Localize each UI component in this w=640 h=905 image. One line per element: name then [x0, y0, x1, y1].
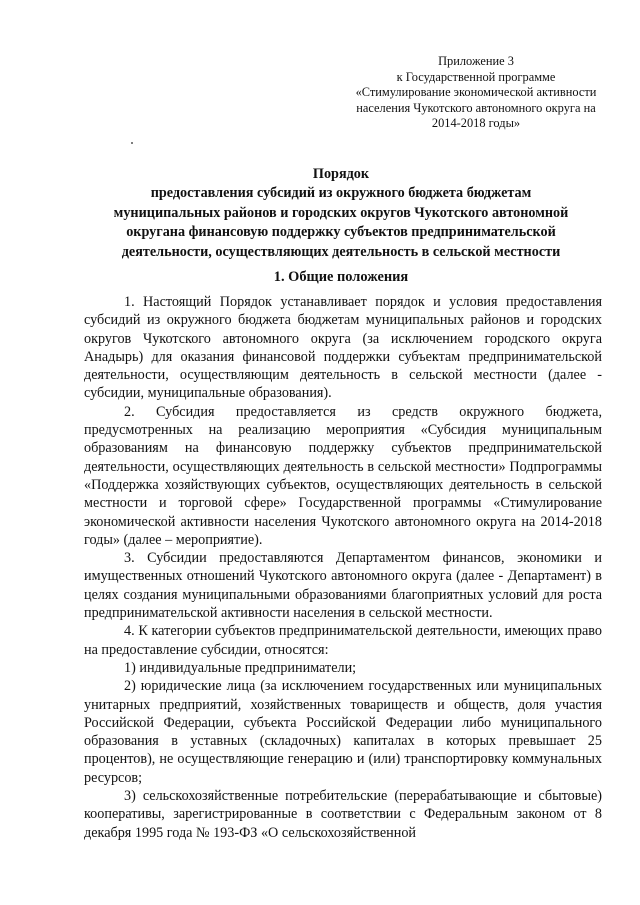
list-item: 3) сельскохозяйственные потребительские (перерабатывающие и сбытовые) кооперативы, зарегистрированные в соответствии с Федеральным законом от 8 декабря 1995 года № 193-ФЗ «О сельскохозяйственной: [84, 788, 602, 841]
appendix-line: «Стимулирование экономической активности: [355, 85, 597, 100]
appendix-line: населения Чукотского автономного округа на: [356, 100, 596, 115]
title-line: Порядок: [312, 166, 370, 182]
appendix-header: [328, 54, 624, 132]
section-heading: 1. Общие положения: [273, 269, 409, 285]
paragraph: 3. Субсидии предоставляются Департаментом финансов, экономики и имущественных отношений Чукотского автономного округа (далее - Департамент) в целях создания муниципальными образованиями благоприятных условий для роста предпринимательской активности населения в сельской местности.: [84, 550, 602, 622]
title-line: округана финансовую поддержку субъектов предпринимательской: [126, 224, 556, 241]
appendix-line: 2014-2018 годы»: [431, 116, 521, 131]
appendix-line: Приложение 3: [438, 54, 514, 68]
list-item: 1) индивидуальные предприниматели;: [124, 659, 357, 676]
title-line: деятельности, осуществляющих деятельность в сельской местности: [121, 243, 561, 260]
document-body: [84, 293, 602, 842]
title-line: муниципальных районов и городских округов Чукотского автономной: [113, 204, 569, 221]
list-item: 2) юридические лица (за исключением государственных или муниципальных унитарных предприятий, хозяйственных товариществ и обществ, доля участия Российской Федерации, субъекта Российской Федерации либо муниципального образования в уставных (складочных) капиталах в которых превышает 25 процентов), не осуществляющие генерацию и (или) транспортировку коммунальных ресурсов;: [84, 678, 602, 786]
paragraph: 2. Субсидия предоставляется из средств окружного бюджета, предусмотренных на реализацию мероприятия «Субсидия муниципальным образованиям на финансовую поддержку субъектов предпринимательской деятельности, осуществляющих деятельность в сельской местности» Подпрограммы «Поддержка хозяйствующих субъектов, осуществляющих деятельность в сельской местности и торговой сфере» Государственной программы «Стимулирование экономической активности населения Чукотского автономного округа на 2014-2018 годы» (далее – мероприятие).: [84, 403, 602, 548]
paragraph: 1. Настоящий Порядок устанавливает порядок и условия предоставления субсидий из окружного бюджета бюджетам муниципальных районов и городских округов Чукотского автономного округа (за исключением городского округа Анадырь) для оказания финансовой поддержки субъектам предпринимательской деятельности, осуществляющим деятельность в сельской местности (далее - субсидии, муниципальные образования).: [84, 294, 602, 402]
title-line: предоставления субсидий из окружного бюджета бюджетам: [150, 185, 532, 202]
paragraph: 4. К категории субъектов предпринимательской деятельности, имеющих право на предоставление субсидии, относятся:: [84, 623, 602, 658]
appendix-line: к Государственной программе: [396, 69, 556, 84]
document-title: [80, 165, 602, 262]
scan-speck: [131, 142, 133, 144]
